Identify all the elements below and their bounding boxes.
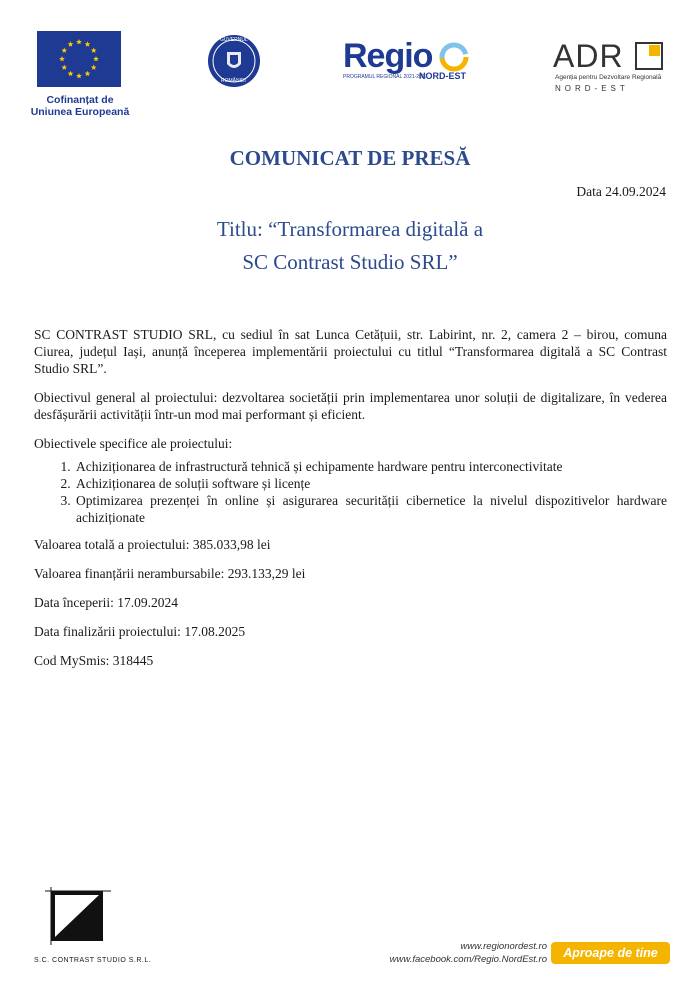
end-date: Data finalizării proiectului: 17.08.2025 bbox=[34, 624, 246, 639]
gov-seal-text-top: GUVERNUL bbox=[220, 37, 248, 43]
mysmis-code: Cod MySmis: 318445 bbox=[34, 653, 154, 668]
project-title-line1: Titlu: “Transformarea digitală a bbox=[216, 217, 484, 241]
contrast-studio-logo bbox=[45, 887, 111, 945]
aproape-de-tine-badge: Aproape de tine bbox=[551, 942, 670, 964]
adr-wordmark: ADR bbox=[553, 38, 624, 74]
document-body bbox=[34, 326, 667, 681]
grant-value: Valoarea finanțării nerambursabile: 293.133,29 lei bbox=[34, 566, 306, 581]
adr-logo bbox=[553, 40, 668, 95]
eu-star-icon bbox=[76, 39, 82, 44]
contrast-studio-caption: S.C. CONTRAST STUDIO S.R.L. bbox=[34, 957, 152, 964]
regio-ring-icon bbox=[439, 42, 469, 72]
regio-facebook-link[interactable]: www.facebook.com/Regio.NordEst.ro bbox=[389, 954, 547, 965]
total-value: Valoarea totală a proiectului: 385.033,98 lei bbox=[34, 537, 271, 552]
adr-region-caption: NORD-EST bbox=[555, 84, 629, 93]
regio-program-caption: PROGRAMUL REGIONAL 2021-2027 bbox=[343, 74, 428, 80]
general-objective-paragraph: Obiectivul general al proiectului: dezvoltarea societății prin implementarea unor soluții de digitalizare, în vederea desfășurării activității într-un mod mai performant și eficient. bbox=[34, 390, 667, 422]
list-item: 3. Optimizarea prezenței în online și asigurarea securității cibernetice la nivelul dispozitivelor hardware achiziționate bbox=[74, 492, 667, 526]
regio-wordmark: Regio bbox=[343, 37, 433, 75]
eu-star-icon bbox=[59, 56, 65, 61]
government-seal-logo bbox=[207, 34, 261, 88]
eu-flag-logo bbox=[37, 31, 121, 87]
intro-paragraph: SC CONTRAST STUDIO SRL, cu sediul în sat Lunca Cetățuii, str. Labirint, nr. 2, camera 2 – birou, comuna Ciurea, județul Iași, anunță începerea implementării proiectului cu titlul “Transformarea digitală a SC Contrast Studio SRL”. bbox=[34, 327, 667, 376]
project-title-line2: SC Contrast Studio SRL” bbox=[242, 250, 458, 274]
specific-objectives-heading: Obiectivele specifice ale proiectului: bbox=[34, 436, 233, 451]
eu-star-icon bbox=[85, 41, 91, 46]
eu-star-icon bbox=[91, 65, 97, 70]
eu-star-icon bbox=[61, 65, 67, 70]
eu-star-icon bbox=[93, 56, 99, 61]
contrast-studio-mark-icon bbox=[45, 887, 111, 945]
adr-square-icon bbox=[635, 42, 663, 70]
regio-website-link[interactable]: www.regionordest.ro bbox=[460, 941, 547, 952]
footer-links bbox=[390, 940, 547, 966]
start-date: Data începerii: 17.09.2024 bbox=[34, 595, 178, 610]
eu-star-icon bbox=[85, 71, 91, 76]
regio-region-caption: NORD-EST bbox=[419, 71, 466, 81]
eu-stars-icon bbox=[37, 31, 121, 87]
document-date: Data 24.09.2024 bbox=[576, 184, 666, 199]
eu-star-icon bbox=[68, 41, 74, 46]
gov-seal-text-bottom: ROMÂNIEI bbox=[221, 78, 246, 84]
eu-cofinancing-caption: Cofinanțat de Uniunea Europeană bbox=[30, 94, 130, 118]
adr-agency-caption: Agenția pentru Dezvoltare Regională bbox=[555, 74, 662, 81]
press-release-heading: COMUNICAT DE PRESĂ bbox=[229, 146, 471, 170]
eu-star-icon bbox=[61, 48, 67, 53]
eu-star-icon bbox=[68, 71, 74, 76]
specific-objectives-list bbox=[34, 458, 667, 526]
eu-star-icon bbox=[76, 73, 82, 78]
eu-star-icon bbox=[91, 48, 97, 53]
project-title bbox=[0, 213, 700, 279]
list-item: 2. Achiziționarea de soluții software și licențe bbox=[74, 475, 667, 492]
list-item: 1. Achiziționarea de infrastructură tehnică și echipamente hardware pentru interconectivitate bbox=[74, 458, 667, 475]
regio-logo bbox=[343, 38, 473, 88]
